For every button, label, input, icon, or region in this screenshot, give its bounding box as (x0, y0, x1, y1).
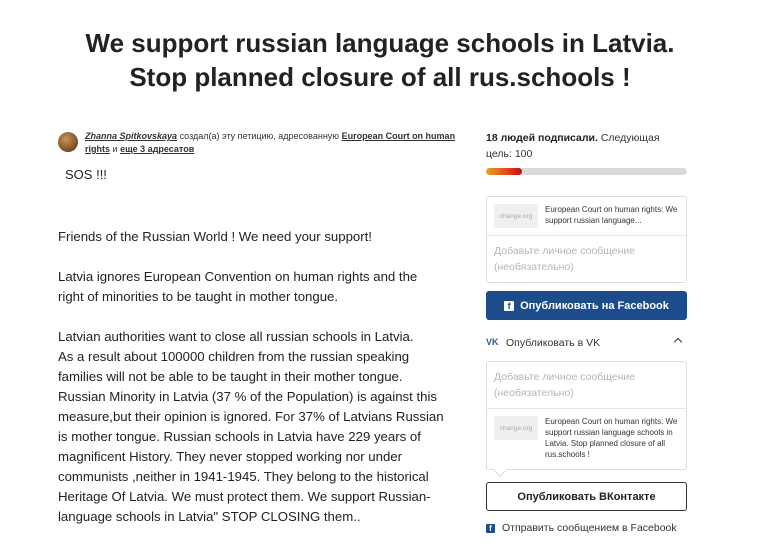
body-line: language schools in Latvia" STOP CLOSING them.. (58, 509, 361, 524)
signature-progress-bar (486, 168, 687, 175)
vk-share-label: Опубликовать в VK (506, 337, 601, 349)
author-info (58, 130, 458, 156)
author-name-link[interactable]: Zhanna Spitkovskaya (85, 131, 178, 141)
body-line: Friends of the Russian World ! We need your support! (58, 229, 372, 244)
and-text: и (112, 144, 118, 154)
body-line: Latvia ignores European Convention on human rights and the (58, 269, 418, 284)
facebook-share-box (486, 196, 687, 283)
preview-thumbnail: change.org (494, 416, 538, 440)
body-line: Latvian authorities want to close all russian schools in Latvia. (58, 329, 414, 344)
preview-text: European Court on human rights: We support russian language... (545, 205, 678, 225)
body-paragraph (58, 227, 458, 247)
author-text (85, 130, 458, 156)
signature-count-text: 18 людей подписали. (486, 132, 598, 144)
addressee-link[interactable]: European Court on human rights (85, 131, 456, 154)
facebook-message-input[interactable]: Добавьте личное сообщение (необязательно) (494, 245, 636, 273)
created-text: создал(а) эту петицию, адресованную (179, 131, 340, 141)
body-line: Heritage Of Latvia. We must protect them. We support Russian- (58, 489, 431, 504)
avatar[interactable] (58, 132, 78, 152)
publish-facebook-button[interactable] (486, 291, 687, 320)
body-line: families will not be able to be taught in their mother tongue. (58, 369, 403, 384)
petition-title-line-1: We support russian language schools in Latvia. (85, 28, 675, 58)
facebook-icon: f (486, 524, 495, 533)
sos-text: SOS !!! (65, 167, 107, 182)
vk-share-box (486, 361, 687, 470)
vk-message-input[interactable]: Добавьте личное сообщение (необязательно) (494, 371, 636, 399)
body-line: communists ,neither in 1941-1945. They belong to the historical (58, 469, 429, 484)
vk-icon: VK (486, 337, 499, 347)
petition-title (0, 26, 760, 94)
body-line: is mother tongue. Russian schools in Latvia have 229 years of (58, 429, 421, 444)
send-facebook-message-link[interactable] (486, 522, 677, 534)
body-line: As a result about 100000 children from the russian speaking (58, 349, 410, 364)
facebook-icon: f (504, 301, 514, 311)
body-line: right of minorities to be taught in mother tongue. (58, 289, 339, 304)
body-paragraph (58, 327, 458, 527)
chevron-up-icon[interactable] (674, 338, 682, 346)
petition-title-line-2: Stop planned closure of all rus.schools ! (129, 62, 631, 92)
other-addressees-link[interactable]: еще 3 адресатов (120, 144, 195, 154)
body-paragraph (58, 267, 458, 307)
publish-facebook-label: Опубликовать на Facebook (520, 299, 669, 312)
body-line: measure,but their opinion is ignored. For 37% of Latvians Russian (58, 409, 444, 424)
body-line: Russian Minority in Latvia (37 % of the Population) is against this (58, 389, 437, 404)
body-line: magnificent History. They never stopped working nor under (58, 449, 403, 464)
vk-share-toggle[interactable] (486, 337, 687, 351)
facebook-share-preview (487, 197, 686, 235)
signature-goal-text: Следующая цель: 100 (486, 132, 660, 160)
publish-vk-button[interactable]: Опубликовать ВКонтакте (486, 482, 687, 511)
send-facebook-message-label: Отправить сообщением в Facebook (502, 522, 677, 534)
signature-count (486, 130, 686, 162)
preview-thumbnail: change.org (494, 204, 538, 228)
vk-share-preview (487, 409, 686, 469)
preview-text: European Court on human rights: We support russian language schools in Latvia. Stop planned closure of all rus.schools ! (545, 417, 678, 459)
petition-body (58, 227, 458, 547)
signature-progress-fill (486, 168, 522, 175)
